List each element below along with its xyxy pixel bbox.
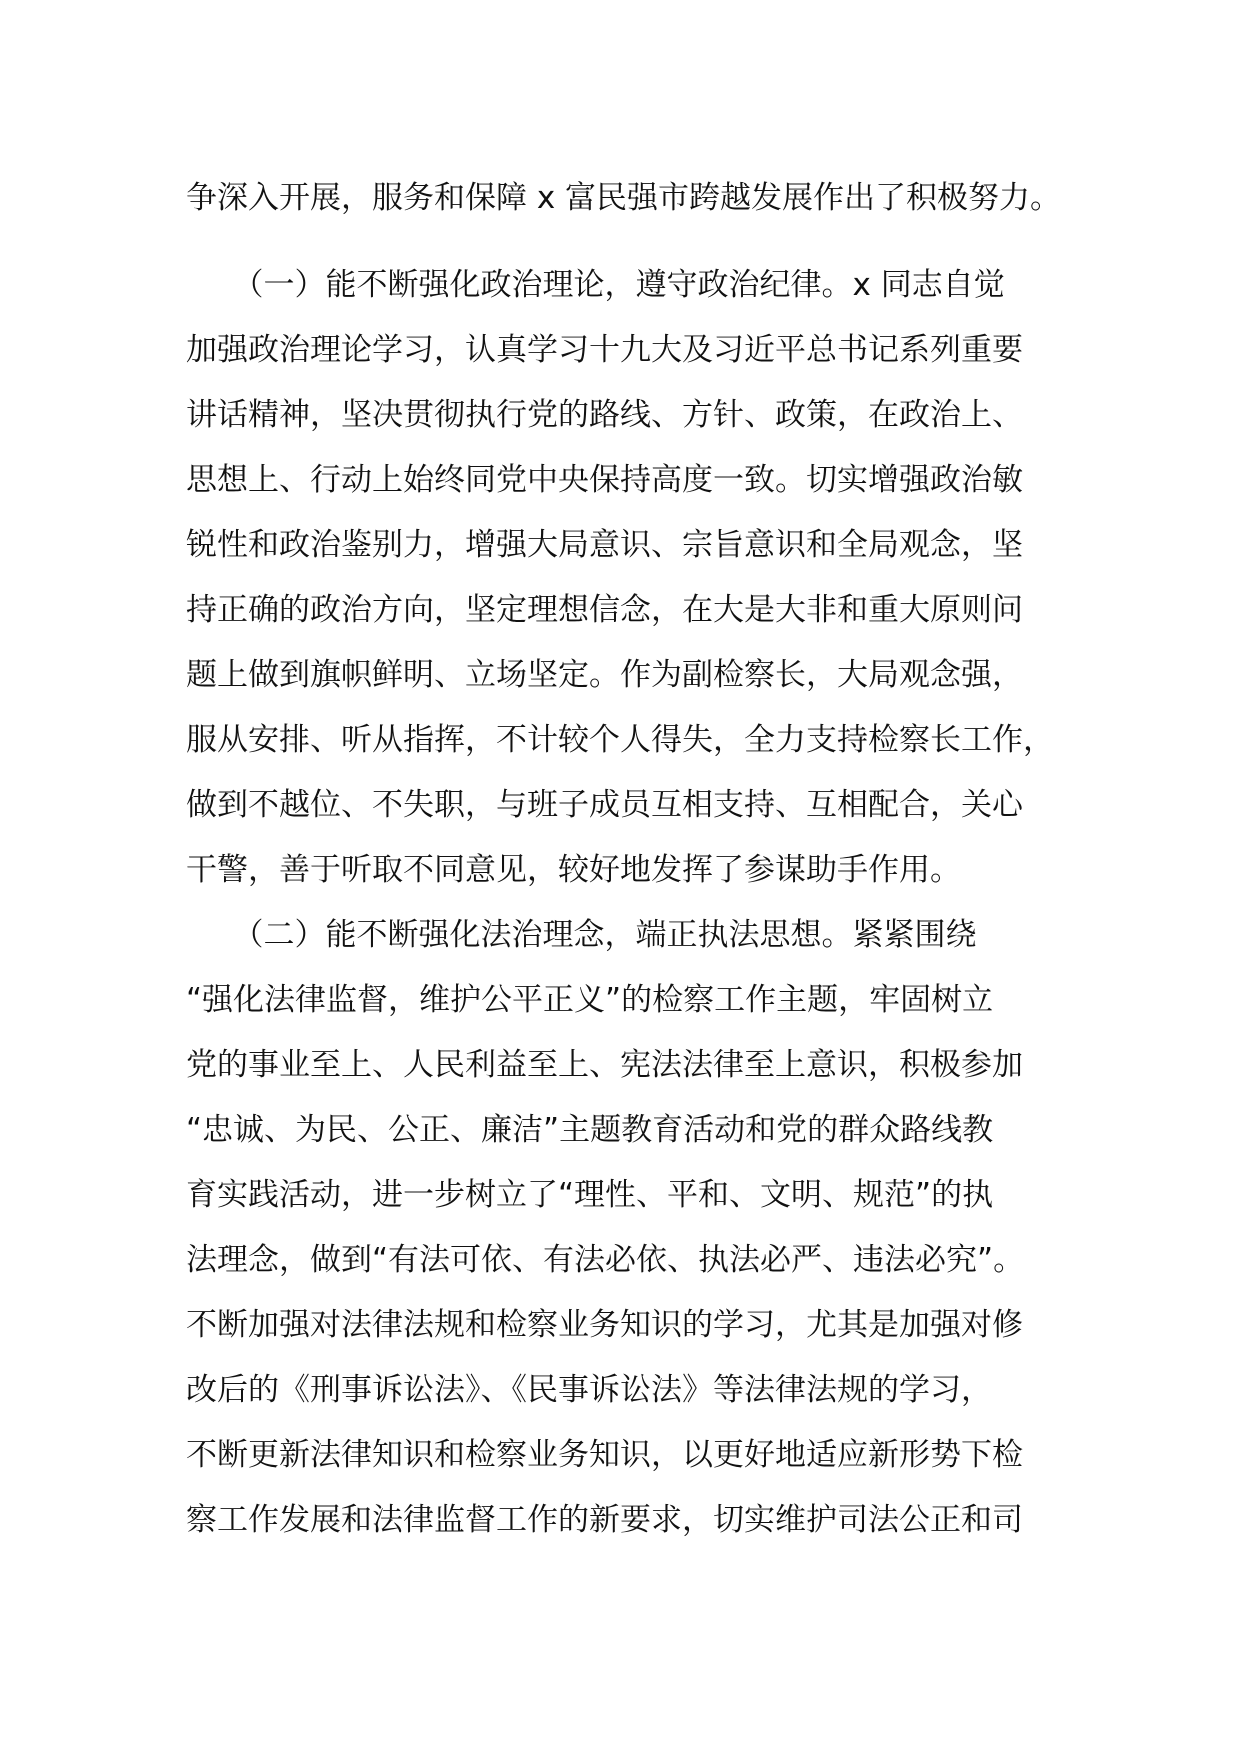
text-line: 题上做到旗帜鲜明、立场坚定。作为副检察长，大局观念强， [186, 657, 1023, 693]
text-line: 讲话精神，坚决贯彻执行党的路线、方针、政策，在政治上、 [186, 397, 1023, 433]
text-line: （二）能不断强化法治理念，端正执法思想。紧紧围绕 [186, 917, 977, 953]
text-line: 争深入开展，服务和保障 x 富民强市跨越发展作出了积极努力。 [186, 180, 1062, 216]
text-line: 干警，善于听取不同意见，较好地发挥了参谋助手作用。 [186, 852, 961, 888]
text-line: 做到不越位、不失职，与班子成员互相支持、互相配合，关心 [186, 787, 1023, 823]
text-line: 思想上、行动上始终同党中央保持高度一致。切实增强政治敏 [186, 462, 1023, 498]
text-line: 察工作发展和法律监督工作的新要求，切实维护司法公正和司 [186, 1502, 1023, 1538]
text-line: （一）能不断强化政治理论，遵守政治纪律。x 同志自觉 [186, 267, 1005, 303]
text-line: 加强政治理论学习，认真学习十九大及习近平总书记系列重要 [186, 332, 1023, 368]
text-line: 党的事业至上、人民利益至上、宪法法律至上意识，积极参加 [186, 1047, 1023, 1083]
document-page [186, 166, 1086, 1553]
text-line: 持正确的政治方向，坚定理想信念，在大是大非和重大原则问 [186, 592, 1023, 628]
text-line: 锐性和政治鉴别力，增强大局意识、宗旨意识和全局观念，坚 [186, 527, 1023, 563]
paragraph-gap [186, 231, 1086, 253]
text-line: “强化法律监督，维护公平正义”的检察工作主题，牢固树立 [186, 982, 994, 1018]
text-line: 法理念，做到“有法可依、有法必依、执法必严、违法必究”。 [186, 1242, 1025, 1278]
text-line: 改后的《刑事诉讼法》、《民事诉讼法》等法律法规的学习， [186, 1372, 992, 1408]
text-line: 不断更新法律知识和检察业务知识，以更好地适应新形势下检 [186, 1437, 1023, 1473]
text-line: “忠诚、为民、公正、廉洁”主题教育活动和党的群众路线教 [186, 1112, 994, 1148]
text-line: 育实践活动，进一步树立了“理性、平和、文明、规范”的执 [186, 1177, 994, 1213]
text-line: 不断加强对法律法规和检察业务知识的学习，尤其是加强对修 [186, 1307, 1023, 1343]
text-line: 服从安排、听从指挥，不计较个人得失，全力支持检察长工作， [186, 722, 1054, 758]
